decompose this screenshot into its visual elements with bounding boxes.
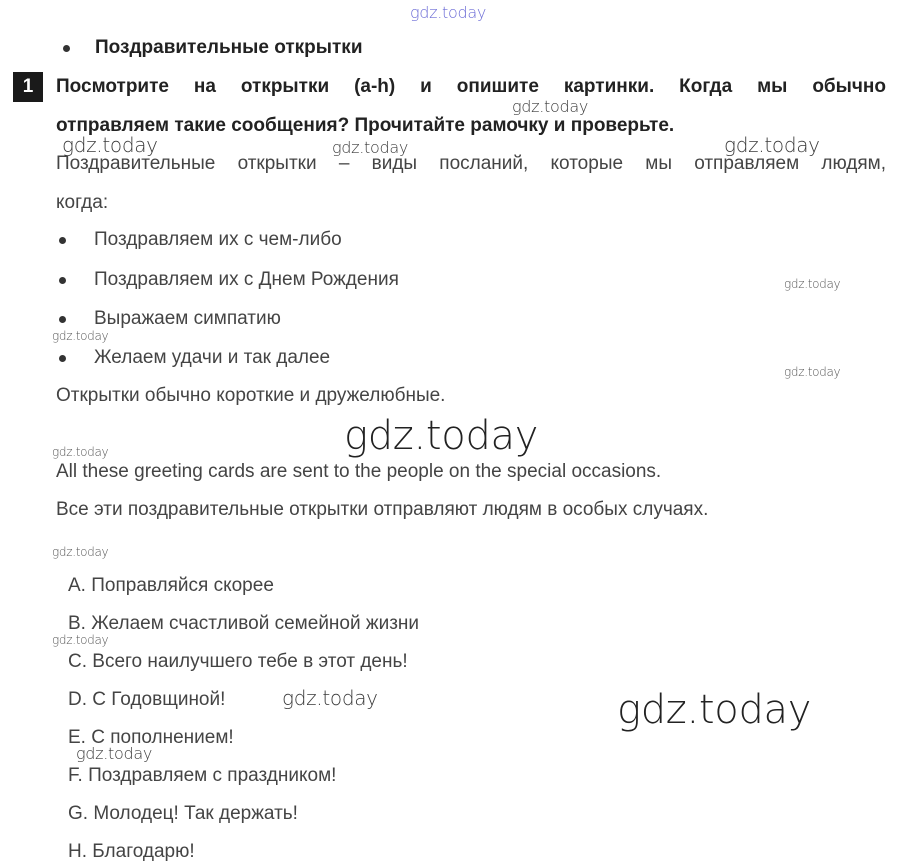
bullet-dot xyxy=(63,45,70,52)
list-item xyxy=(68,689,225,711)
list-item xyxy=(68,803,298,825)
watermark-text: gdz.today xyxy=(52,545,109,559)
list-item xyxy=(68,613,419,635)
watermark-text: gdz.today xyxy=(617,687,812,733)
option-letter: D. xyxy=(68,689,87,710)
translation-sentence: Все эти поздравительные открытки отправляют людям в особых случаях. xyxy=(56,499,709,520)
watermark-text: gdz.today xyxy=(76,744,153,763)
bullet-item: Поздравляем их с Днем Рождения xyxy=(94,269,399,290)
bullet-dot xyxy=(59,316,66,323)
watermark-text: gdz.today xyxy=(282,686,378,710)
bullet-dot xyxy=(59,355,66,362)
watermark-text: gdz.today xyxy=(512,97,589,116)
task-instruction-line-2: отправляем такие сообщения? Прочитайте рамочку и проверьте. xyxy=(56,115,675,136)
task-number-badge: 1 xyxy=(13,72,43,102)
bullet-dot xyxy=(59,277,66,284)
task-instruction-line-1: Посмотрите на открытки (a-h) и опишите картинки. Когда мы обычно xyxy=(56,76,886,97)
option-letter: G. xyxy=(68,803,89,824)
option-text: Молодец! Так держать! xyxy=(93,803,298,824)
list-item xyxy=(68,575,274,597)
option-letter: C. xyxy=(68,651,87,672)
option-text: Поправляйся скорее xyxy=(91,575,274,596)
watermark-text: gdz.today xyxy=(332,138,409,157)
bullet-dot xyxy=(59,237,66,244)
option-text: Благодарю! xyxy=(92,841,195,862)
english-sentence: All these greeting cards are sent to the people on the special occasions. xyxy=(56,461,662,482)
list-item xyxy=(68,727,234,749)
watermark-text: gdz.today xyxy=(410,3,487,22)
bullet-item: Желаем удачи и так далее xyxy=(94,347,331,368)
list-item xyxy=(68,841,195,863)
watermark-text: gdz.today xyxy=(784,277,841,291)
bullet-item: Выражаем симпатию xyxy=(94,308,281,329)
option-text: С Годовщиной! xyxy=(92,689,226,710)
option-letter: E. xyxy=(68,727,86,748)
section-title: Поздравительные открытки xyxy=(95,37,363,58)
option-letter: H. xyxy=(68,841,87,862)
watermark-text: gdz.today xyxy=(344,413,539,459)
bullet-item: Поздравляем их с чем-либо xyxy=(94,229,342,250)
watermark-text: gdz.today xyxy=(62,133,158,157)
list-item xyxy=(68,651,408,673)
option-text: Поздравляем с праздником! xyxy=(88,765,337,786)
watermark-text: gdz.today xyxy=(784,365,841,379)
option-letter: B. xyxy=(68,613,86,634)
option-letter: A. xyxy=(68,575,86,596)
watermark-text: gdz.today xyxy=(52,329,109,343)
option-text: С пополнением! xyxy=(91,727,234,748)
option-text: Всего наилучшего тебе в этот день! xyxy=(92,651,408,672)
intro-line-1: Поздравительные открытки – виды посланий, которые мы отправляем людям, xyxy=(56,153,886,174)
watermark-text: gdz.today xyxy=(724,133,820,157)
watermark-text: gdz.today xyxy=(52,445,109,459)
list-item xyxy=(68,765,336,787)
option-letter: F. xyxy=(68,765,83,786)
option-text: Желаем счастливой семейной жизни xyxy=(91,613,420,634)
intro-line-2: когда: xyxy=(56,192,109,213)
watermark-text: gdz.today xyxy=(52,633,109,647)
summary-text: Открытки обычно короткие и дружелюбные. xyxy=(56,385,446,406)
